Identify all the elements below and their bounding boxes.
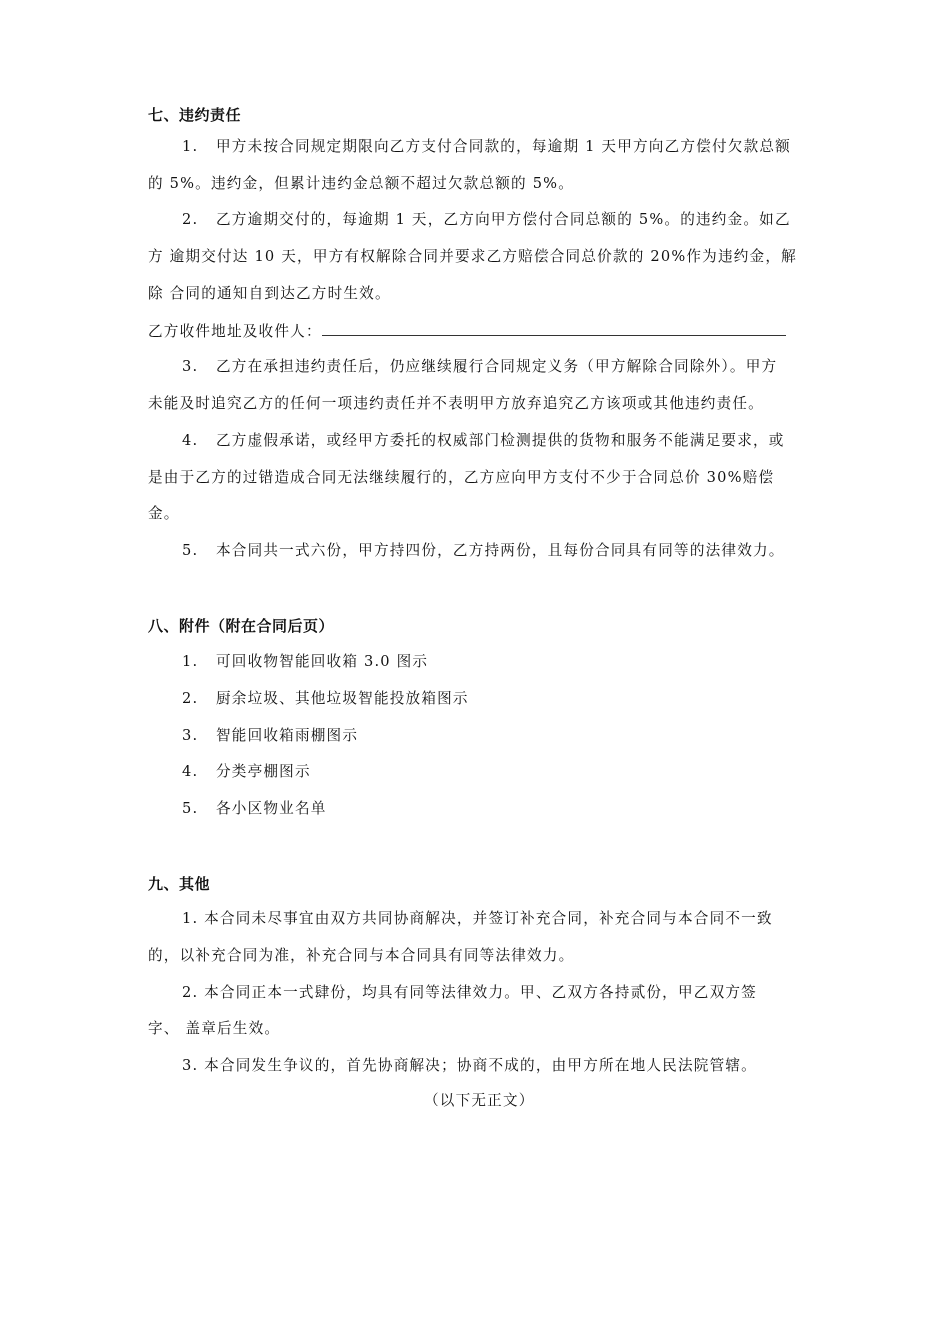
attachment-item bbox=[182, 762, 311, 782]
s7-item-4-line-2: 是由于乙方的过错造成合同无法继续履行的，乙方应向甲方支付不少于合同总价 30%赔偿 bbox=[148, 469, 775, 486]
attachment-item bbox=[182, 689, 469, 709]
s9-item-2-line-1: 2. 本合同正本一式肆份，均具有同等法律效力。甲、乙双方各持贰份，甲乙双方签 bbox=[182, 984, 757, 1001]
attachment-text: 分类亭棚图示 bbox=[216, 763, 311, 780]
s7-item-3-line-1 bbox=[182, 357, 777, 377]
s7-item-1-number: 1. bbox=[182, 138, 199, 155]
attachment-text: 厨余垃圾、其他垃圾智能投放箱图示 bbox=[216, 690, 469, 707]
s7-item-1-line-2: 的 5%。违约金，但累计违约金总额不超过欠款总额的 5%。 bbox=[148, 175, 575, 192]
s7-item-3-line-2: 未能及时追究乙方的任何一项违约责任并不表明甲方放弃追究乙方该项或其他违约责任。 bbox=[148, 395, 764, 412]
s7-item-2-line-2: 方 逾期交付达 10 天，甲方有权解除合同并要求乙方赔偿合同总价款的 20%作为违约金，解 bbox=[148, 248, 797, 265]
s7-item-4-text-1: 乙方虚假承诺，或经甲方委托的权威部门检测提供的货物和服务不能满足要求，或 bbox=[216, 432, 785, 449]
s7-item-3-number: 3. bbox=[182, 358, 199, 375]
attachment-text: 可回收物智能回收箱 3.0 图示 bbox=[216, 653, 429, 670]
s9-item-1-line-1: 1. 本合同未尽事宜由双方共同协商解决，并签订补充合同，补充合同与本合同不一致 bbox=[182, 910, 773, 927]
section-8-heading: 八、附件（附在合同后页） bbox=[148, 617, 335, 635]
s7-item-4-line-3: 金。 bbox=[148, 505, 180, 522]
s7-item-5-line-1 bbox=[182, 541, 785, 561]
end-of-text-note: （以下无正文） bbox=[424, 1092, 535, 1109]
s9-item-3-line-1: 3. 本合同发生争议的，首先协商解决；协商不成的，由甲方所在地人民法院管辖。 bbox=[182, 1057, 757, 1074]
attachment-number: 3. bbox=[182, 727, 199, 744]
s9-item-2-line-2: 字、 盖章后生效。 bbox=[148, 1020, 281, 1037]
s7-item-5-number: 5. bbox=[182, 542, 199, 559]
recipient-label: 乙方收件地址及收件人： bbox=[148, 323, 322, 340]
s7-item-3-text-1: 乙方在承担违约责任后，仍应继续履行合同规定义务（甲方解除合同除外）。甲方 bbox=[216, 358, 778, 375]
s7-item-4-line-1 bbox=[182, 431, 785, 451]
attachment-number: 2. bbox=[182, 690, 199, 707]
s7-item-4-number: 4. bbox=[182, 432, 199, 449]
s7-item-5-text-1: 本合同共一式六份，甲方持四份，乙方持两份，且每份合同具有同等的法律效力。 bbox=[216, 542, 785, 559]
section-9-heading: 九、其他 bbox=[148, 875, 211, 893]
attachment-number: 4. bbox=[182, 763, 199, 780]
attachment-item bbox=[182, 726, 358, 746]
recipient-line bbox=[148, 321, 786, 342]
section-7-heading: 七、违约责任 bbox=[148, 106, 242, 124]
attachment-item bbox=[182, 799, 327, 819]
attachment-item bbox=[182, 652, 428, 672]
s7-item-2-line-3: 除 合同的通知自到达乙方时生效。 bbox=[148, 285, 391, 302]
s7-item-2-text-1: 乙方逾期交付的，每逾期 1 天，乙方向甲方偿付合同总额的 5%。的违约金。如乙 bbox=[216, 211, 791, 228]
attachment-text: 各小区物业名单 bbox=[216, 800, 327, 817]
s9-item-1-line-2: 的，以补充合同为准，补充合同与本合同具有同等法律效力。 bbox=[148, 947, 575, 964]
s7-item-2-line-1 bbox=[182, 210, 791, 230]
attachment-text: 智能回收箱雨棚图示 bbox=[216, 727, 359, 744]
s7-item-2-number: 2. bbox=[182, 211, 199, 228]
s7-item-1-text-1: 甲方未按合同规定期限向乙方支付合同款的，每逾期 1 天甲方向乙方偿付欠款总额 bbox=[216, 138, 791, 155]
recipient-blank-field bbox=[322, 321, 786, 336]
attachment-number: 5. bbox=[182, 800, 199, 817]
s7-item-1-line-1 bbox=[182, 137, 791, 157]
attachment-number: 1. bbox=[182, 653, 199, 670]
